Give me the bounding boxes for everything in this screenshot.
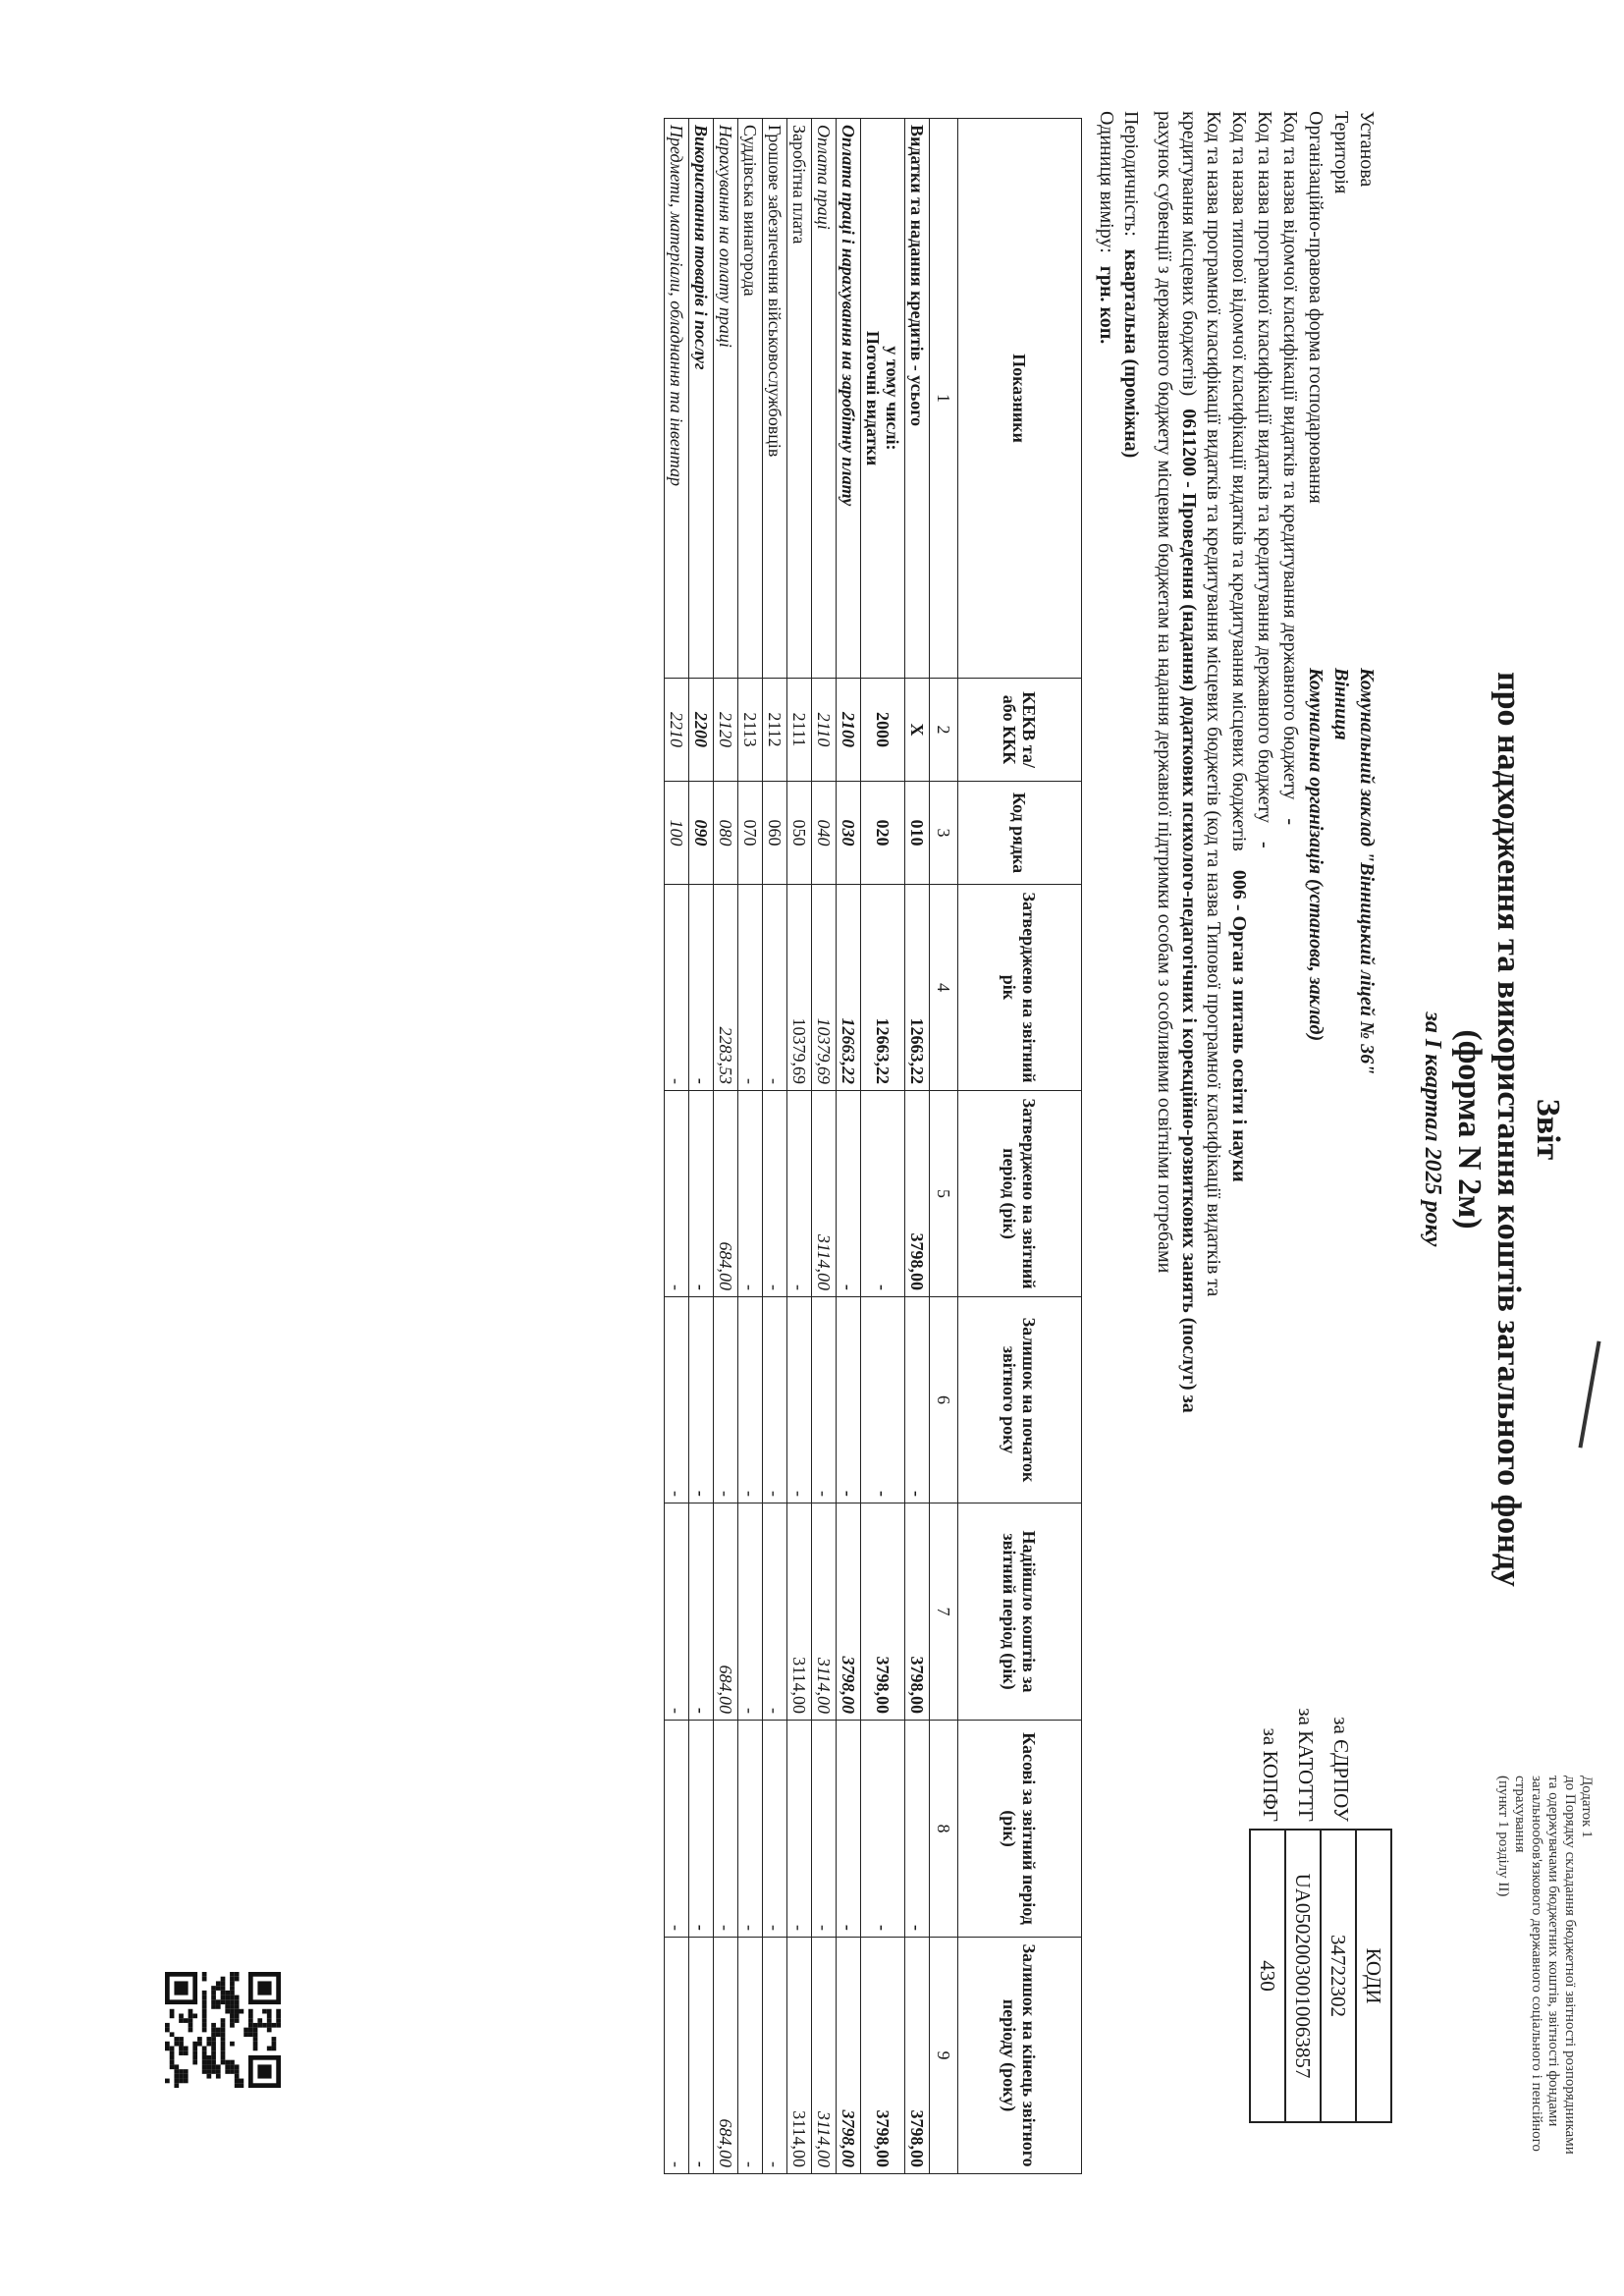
table-cell: - (689, 1721, 714, 1938)
table-row (665, 119, 689, 2174)
table-cell: 2210 (665, 679, 689, 782)
table-row (812, 119, 837, 2174)
table-cell: 10379,69 (812, 885, 837, 1091)
dept-class-value: - (1279, 818, 1301, 825)
program-prefix: кредитування місцевих бюджетів) (1178, 111, 1200, 397)
table-row (738, 119, 763, 2174)
territory-label: Територія (1330, 111, 1352, 194)
dept-class-label: Код та назва відомчої класифікації видатків та кредитування державного бюджету (1279, 111, 1301, 800)
program-value: 0611200 - Проведення (надання) додаткових психолого-педагогічних і корекційно-розвиткових занять (послуг) за (1178, 409, 1200, 1413)
table-cell: - (812, 1297, 837, 1503)
katottg-value: UA05020030010063857 (1285, 1830, 1321, 2122)
table-cell: 2100 (837, 679, 861, 782)
table-cell: 2112 (763, 679, 787, 782)
table-row (763, 119, 787, 2174)
table-cell: X (905, 679, 930, 782)
table-cell: - (861, 1297, 905, 1503)
table-cell: - (689, 1938, 714, 2174)
table-row (787, 119, 812, 2174)
appendix-line: та одержувачами бюджетних коштів, звітності фондами (1545, 1776, 1561, 2127)
table-cell: 684,00 (714, 1938, 738, 2174)
table-cell: 3114,00 (812, 1091, 837, 1297)
column-header: Надійшло коштів за звітний період (рік) (958, 1503, 1082, 1721)
row-label: Оплата праці (812, 119, 837, 679)
column-index: 2 (930, 679, 958, 782)
column-header: Залишок на кінець звітного періоду (року) (958, 1938, 1082, 2174)
table-cell: - (763, 1721, 787, 1938)
table-cell: 3798,00 (837, 1938, 861, 2174)
program-line-2 (1176, 111, 1201, 1413)
table-cell: 2113 (738, 679, 763, 782)
table-cell: 3798,00 (861, 1938, 905, 2174)
institution-label: Установа (1356, 111, 1378, 188)
legal-form-row (1303, 111, 1327, 1042)
table-cell: 030 (837, 782, 861, 885)
column-header: Затверджено на звітний рік (958, 885, 1082, 1091)
table-cell: - (738, 1297, 763, 1503)
table-cell: - (787, 1091, 812, 1297)
table-cell: - (665, 1091, 689, 1297)
table-cell: 060 (763, 782, 787, 885)
row-label: Видатки та надання кредитів - усього (905, 119, 930, 679)
codes-box (1249, 1829, 1392, 2123)
table-cell: 2000 (861, 679, 905, 782)
column-index: 7 (930, 1503, 958, 1721)
row-label: у тому числі: Поточні видатки (861, 119, 905, 679)
column-index: 8 (930, 1721, 958, 1938)
table-cell: 010 (905, 782, 930, 885)
table-cell: 3798,00 (905, 1091, 930, 1297)
table-cell: 684,00 (714, 1503, 738, 1721)
report-form-name: (форма N 2м) (1451, 1029, 1488, 1230)
table-cell: 3114,00 (812, 1938, 837, 2174)
table-cell: 3114,00 (787, 1938, 812, 2174)
table-row (861, 119, 905, 2174)
table-cell: - (861, 1721, 905, 1938)
table-cell: 020 (861, 782, 905, 885)
table-cell: - (665, 1297, 689, 1503)
column-index: 4 (930, 885, 958, 1091)
table-cell: - (689, 885, 714, 1091)
table-cell: - (665, 1938, 689, 2174)
report-period: за І квартал 2025 року (1420, 1011, 1445, 1247)
column-index: 9 (930, 1938, 958, 2174)
column-index: 6 (930, 1297, 958, 1503)
table-cell: 3114,00 (812, 1503, 837, 1721)
legal-form-value: Комунальна організація (установа, заклад) (1305, 668, 1326, 1042)
table-cell: - (665, 1721, 689, 1938)
table-cell: 040 (812, 782, 837, 885)
column-index: 3 (930, 782, 958, 885)
table-cell: - (905, 1297, 930, 1503)
column-index-row (930, 119, 958, 2174)
table-cell: - (787, 1721, 812, 1938)
table-cell: 12663,22 (837, 885, 861, 1091)
table-cell: 2120 (714, 679, 738, 782)
table-cell: 3114,00 (787, 1503, 812, 1721)
prog-class-label: Код та назва програмної класифікації видатків та кредитування державного бюджету (1254, 111, 1275, 823)
table-cell: - (665, 1503, 689, 1721)
table-cell: - (812, 1721, 837, 1938)
table-cell: - (763, 885, 787, 1091)
table-cell: - (861, 1091, 905, 1297)
table-cell: - (763, 1503, 787, 1721)
report-title-line2: про надходження та використання коштів загального фонду (1490, 672, 1527, 1587)
typical-dept-label: Код та назва типової відомчої класифікації видатків та кредитування місцевих бюджетів (1228, 111, 1250, 851)
typical-dept-row (1226, 111, 1251, 1182)
row-label: Оплата праці і нарахування на заробітну плату (837, 119, 861, 679)
table-cell: 100 (665, 782, 689, 885)
table-cell: - (738, 1938, 763, 2174)
table-cell: 3798,00 (837, 1503, 861, 1721)
table-cell: 2200 (689, 679, 714, 782)
table-cell: 10379,69 (787, 885, 812, 1091)
prog-class-row (1252, 111, 1276, 848)
appendix-line: страхування (1512, 1776, 1528, 1853)
table-header-row (958, 119, 1082, 2174)
table-cell: 050 (787, 782, 812, 885)
program-line-1: Код та назва програмної класифікації видатків та кредитування місцевих бюджетів (код та назва Типової програмної класифікації видатків та (1203, 111, 1224, 1297)
table-cell: - (714, 1297, 738, 1503)
table-cell: 2283,53 (714, 885, 738, 1091)
table-cell: 2111 (787, 679, 812, 782)
table-cell: - (689, 1503, 714, 1721)
territory-value: Вінниця (1330, 668, 1352, 740)
table-cell: 090 (689, 782, 714, 885)
unit-label: Одиниця виміру: (1096, 111, 1117, 253)
unit-value: грн. коп. (1096, 265, 1117, 345)
kopfg-value: 430 (1250, 1830, 1285, 2122)
codes-header: КОДИ (1356, 1830, 1391, 2122)
appendix-line: до Порядку складання бюджетної звітності розпорядниками (1562, 1776, 1578, 2155)
row-label: Нарахування на оплату праці (714, 119, 738, 679)
table-cell: - (738, 885, 763, 1091)
kopfg-label: за КОПФГ (1259, 1727, 1282, 1822)
katottg-label: за КАТОТТГ (1294, 1708, 1318, 1822)
column-header: Код рядка (958, 782, 1082, 885)
table-cell: - (738, 1721, 763, 1938)
table-cell: - (738, 1503, 763, 1721)
table-row (689, 119, 714, 2174)
table-cell: - (714, 1721, 738, 1938)
row-label: Предмети, матеріали, обладнання та інвентар (665, 119, 689, 679)
table-cell: - (738, 1091, 763, 1297)
row-label: Суддівська винагорода (738, 119, 763, 679)
column-index: 1 (930, 119, 958, 679)
table-cell: 070 (738, 782, 763, 885)
column-header: Касові за звітний період (рік) (958, 1721, 1082, 1938)
row-label: Використання товарів і послуг (689, 119, 714, 679)
appendix-line: (пункт 1 розділу II) (1495, 1776, 1511, 1897)
table-cell: 684,00 (714, 1091, 738, 1297)
prog-class-value: - (1254, 841, 1275, 848)
report-title: Звіт (1530, 1098, 1566, 1161)
table-cell: - (763, 1938, 787, 2174)
column-header: Затверджено на звітний період (рік) (958, 1091, 1082, 1297)
edrpou-value: 34722302 (1321, 1830, 1356, 2122)
table-cell: - (763, 1297, 787, 1503)
table-cell: 12663,22 (905, 885, 930, 1091)
table-cell: 080 (714, 782, 738, 885)
row-label: Грошове забезпечення військовослужбовців (763, 119, 787, 679)
dept-class-row (1277, 111, 1302, 825)
column-header: Показники (958, 119, 1082, 679)
table-cell: 3798,00 (905, 1938, 930, 2174)
table-cell: 3798,00 (905, 1503, 930, 1721)
legal-form-label: Організаційно-правова форма господарювання (1305, 111, 1326, 504)
table-cell: 2110 (812, 679, 837, 782)
institution-value: Комунальний заклад "Вінницький ліцей № 36" (1356, 668, 1378, 1075)
table-cell: - (837, 1721, 861, 1938)
periodicity-label: Періодичність: (1120, 111, 1142, 237)
periodicity-value: квартальна (проміжна) (1120, 248, 1142, 459)
table-cell: - (665, 885, 689, 1091)
qr-code (165, 1972, 281, 2088)
row-label: Заробітна плата (787, 119, 812, 679)
table-cell: 3798,00 (861, 1503, 905, 1721)
periodicity-row (1118, 111, 1143, 458)
appendix-line: Додаток 1 (1579, 1776, 1595, 1838)
edrpou-label: за ЄДРПОУ (1329, 1717, 1353, 1822)
territory-row (1328, 111, 1353, 740)
appendix-note (1494, 1776, 1595, 2247)
table-row (905, 119, 930, 2174)
column-header: КЕКВ та/або ККК (958, 679, 1082, 782)
table-row (714, 119, 738, 2174)
table-cell: - (689, 1297, 714, 1503)
institution-row (1354, 111, 1379, 1075)
table-row (837, 119, 861, 2174)
table-cell: 12663,22 (861, 885, 905, 1091)
table-cell: - (763, 1091, 787, 1297)
typical-dept-value: 006 - Орган з питань освіти і науки (1228, 869, 1250, 1182)
appendix-line: загальнообов'язкового державного соціального і пенсійного (1529, 1776, 1544, 2152)
table-cell: - (837, 1297, 861, 1503)
table-cell: - (787, 1297, 812, 1503)
program-line-3: рахунок субвенції з державного бюджету місцевим бюджетам на надання державної підтримки особам з особливими освітніми потребами (1154, 111, 1175, 1274)
column-header: Залишок на початок звітного року (958, 1297, 1082, 1503)
pen-mark (1578, 1340, 1600, 1448)
report-table (664, 118, 1082, 2174)
table-body (665, 119, 958, 2174)
table-cell: - (905, 1721, 930, 1938)
table-cell: - (689, 1091, 714, 1297)
column-index: 5 (930, 1091, 958, 1297)
unit-row (1094, 111, 1118, 344)
table-cell: - (837, 1091, 861, 1297)
